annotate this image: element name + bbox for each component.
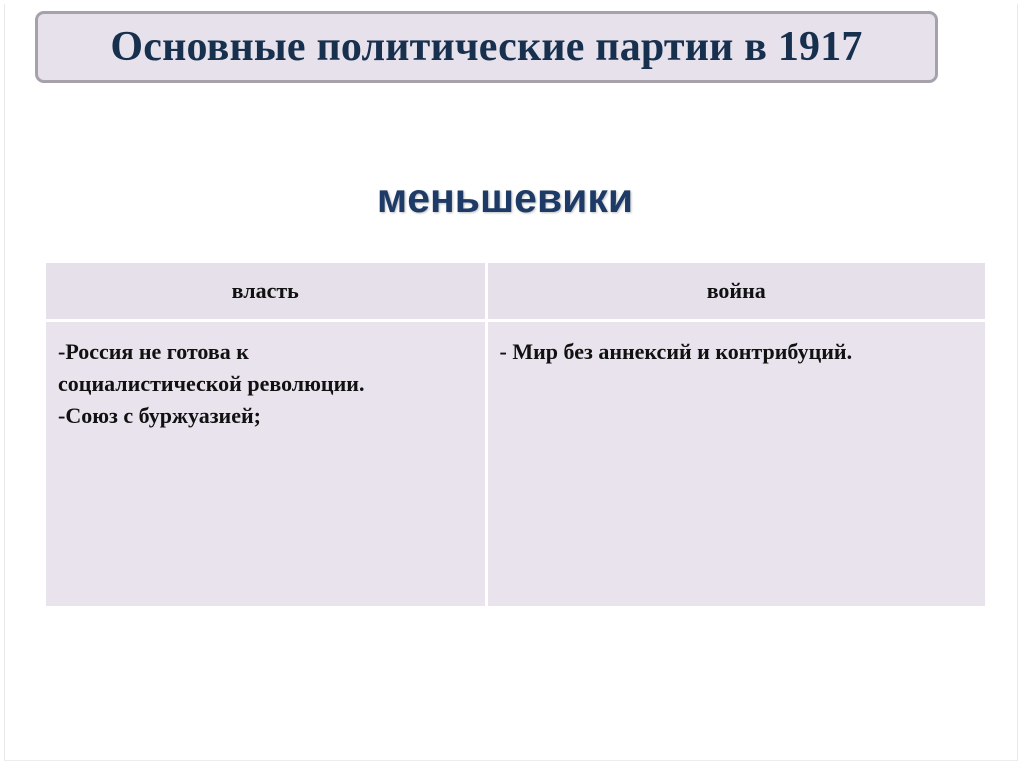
party-positions-table: [46, 263, 985, 606]
cell-power: [46, 321, 486, 607]
column-header-war: война: [486, 263, 985, 321]
title-box: [35, 11, 938, 83]
slide-title: Основные политические партии в 1917: [110, 24, 863, 70]
column-header-power: власть: [46, 263, 486, 321]
cell-line: -Союз с буржуазией;: [58, 403, 261, 428]
table-header-row: [46, 263, 985, 321]
cell-line: -Россия не готова к: [58, 339, 249, 364]
cell-line: - Мир без аннексий и контрибуций.: [499, 339, 853, 364]
party-name-heading: меньшевики: [376, 175, 634, 221]
cell-war: [486, 321, 985, 607]
cell-line: социалистической революции.: [58, 371, 365, 396]
table-row: [46, 321, 985, 607]
